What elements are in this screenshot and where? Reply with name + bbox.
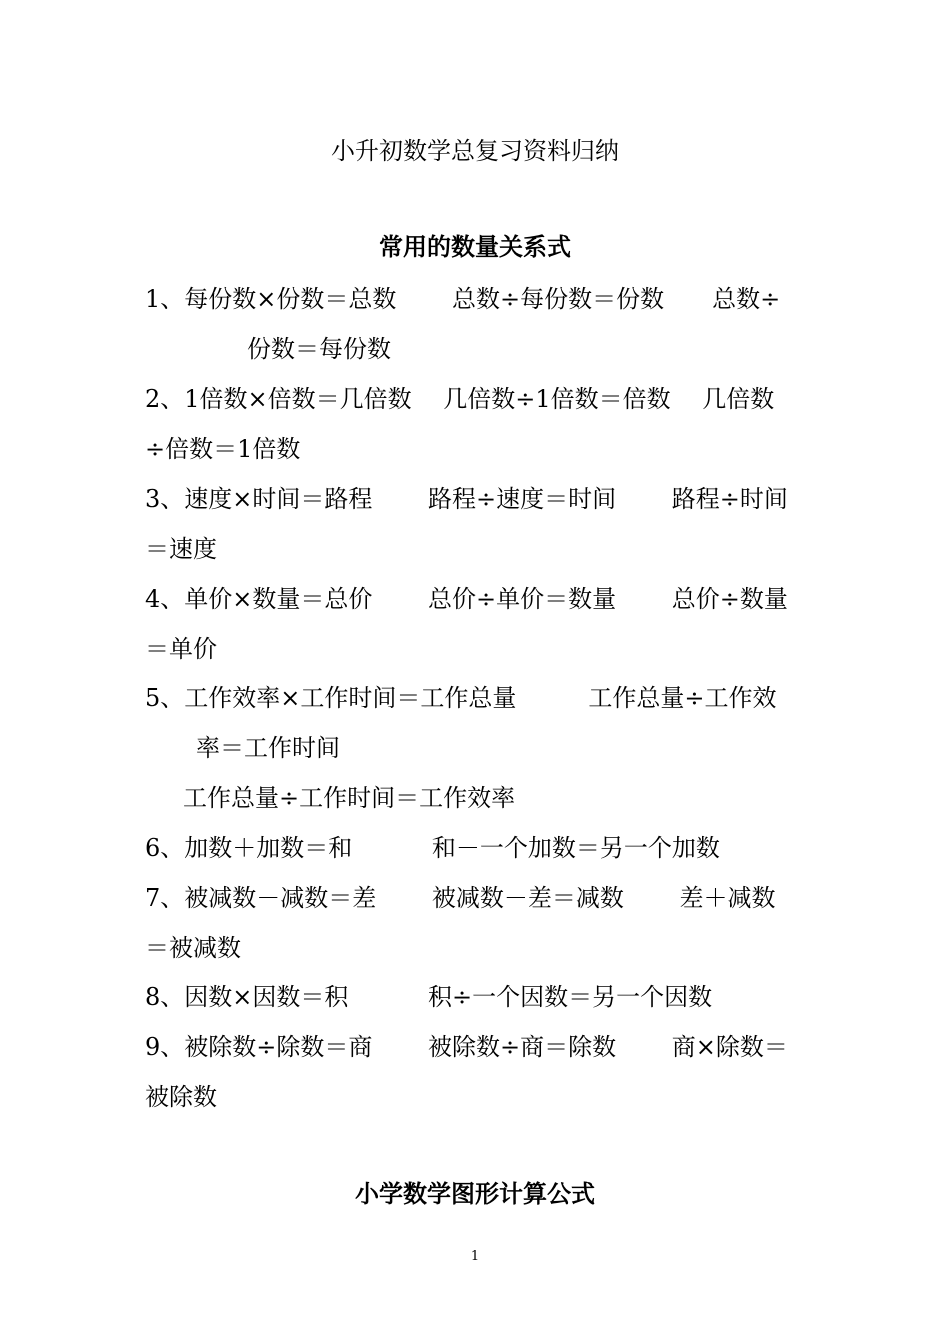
section-title-geometry-formulas: 小学数学图形计算公式	[355, 1179, 595, 1208]
text-line: 2、1倍数×倍数＝几倍数 几倍数÷1倍数＝倍数 几倍数	[145, 385, 775, 413]
page-number: 1	[470, 1249, 480, 1264]
text-line: 被除数	[145, 1083, 217, 1111]
text-line: 3、速度×时间＝路程 路程÷速度＝时间 路程÷时间	[145, 485, 788, 513]
section-title-quantity-relations: 常用的数量关系式	[379, 232, 571, 261]
text-line: 1、每份数×份数＝总数 总数÷每份数＝份数 总数÷	[145, 285, 781, 313]
text-line: ＝速度	[145, 535, 217, 563]
text-line: 率＝工作时间	[196, 734, 340, 762]
text-line: 9、被除数÷除数＝商 被除数÷商＝除数 商×除数＝	[145, 1033, 788, 1061]
text-line: 6、加数＋加数＝和 和－一个加数＝另一个加数	[145, 834, 720, 862]
text-line: 工作总量÷工作时间＝工作效率	[183, 784, 516, 812]
text-line: ＝被减数	[145, 934, 241, 962]
text-line: 7、被减数－减数＝差 被减数－差＝减数 差＋减数	[145, 884, 776, 912]
text-line: ÷倍数＝1倍数	[145, 435, 301, 463]
text-line: 8、因数×因数＝积 积÷一个因数＝另一个因数	[145, 983, 713, 1011]
text-line: 4、单价×数量＝总价 总价÷单价＝数量 总价÷数量	[145, 585, 788, 613]
text-line: 份数＝每份数	[247, 335, 391, 363]
text-line: 5、工作效率×工作时间＝工作总量 工作总量÷工作效	[145, 684, 777, 712]
document-title: 小升初数学总复习资料归纳	[331, 137, 619, 165]
text-line: ＝单价	[145, 635, 217, 663]
